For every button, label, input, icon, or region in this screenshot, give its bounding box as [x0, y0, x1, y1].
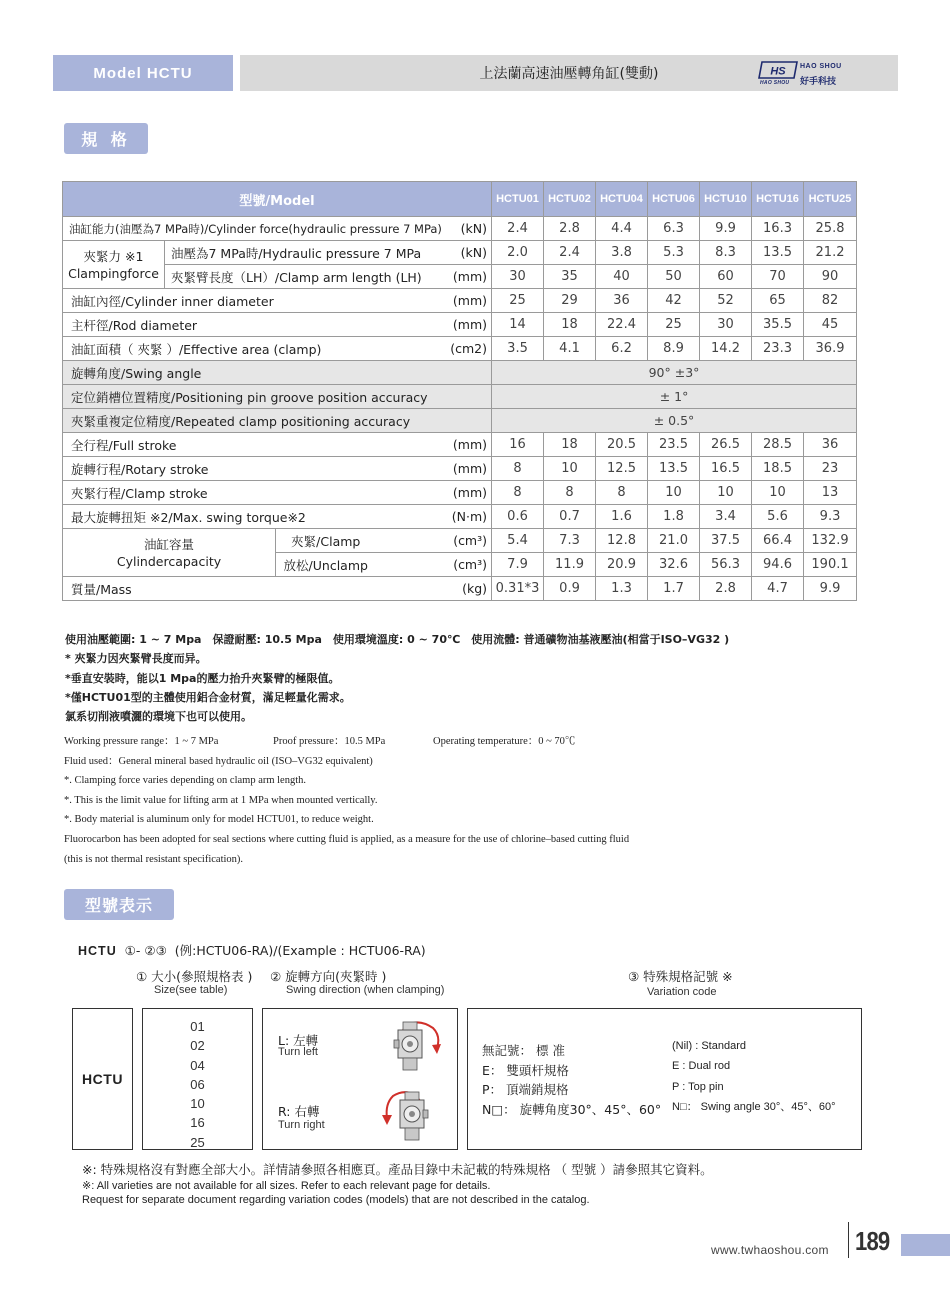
table-cell: 4.1 [544, 337, 596, 361]
note-line: * 夾緊力因夾緊臂長度而异。 [65, 652, 207, 666]
row-label: 放松/Unclamp [276, 553, 376, 577]
model-col: HCTU02 [544, 182, 596, 217]
brand-logo [758, 61, 868, 87]
size-heading-en: Size(see table) [154, 984, 228, 996]
row-label: 質量/Mass [63, 577, 376, 601]
table-cell: 9.3 [804, 505, 857, 529]
table-cell: 26.5 [700, 433, 752, 457]
code-example: (例:HCTU06-RA)/(Example : HCTU06-RA) [174, 943, 426, 958]
table-cell: 37.5 [700, 529, 752, 553]
page-divider [848, 1222, 849, 1258]
table-cell: 3.5 [492, 337, 544, 361]
row-label: 主杆徑/Rod diameter [63, 313, 376, 337]
row-label: 油壓為7 MPa時/Hydraulic pressure 7 MPa [165, 241, 376, 265]
row-unit: (mm) [376, 457, 492, 481]
variation-list-en [672, 1036, 836, 1117]
header-bar [240, 55, 898, 91]
size-item: 04 [190, 1057, 205, 1073]
table-cell: 1.3 [596, 577, 648, 601]
table-row [63, 217, 857, 241]
table-cell: 94.6 [752, 553, 804, 577]
table-cell: 2.8 [544, 217, 596, 241]
table-cell: 10 [700, 481, 752, 505]
table-cell: 11.9 [544, 553, 596, 577]
table-cell: 13.5 [648, 457, 700, 481]
row-unit: (cm2) [376, 337, 492, 361]
model-col: HCTU01 [492, 182, 544, 217]
table-cell: 3.8 [596, 241, 648, 265]
footnote-line: ※: All varieties are not available for all sizes. Refer to each relevant page for details. [82, 1180, 491, 1192]
direction-heading: ② 旋轉方向(夾緊時 ) [270, 969, 387, 984]
table-row [63, 385, 857, 409]
model-col: HCTU16 [752, 182, 804, 217]
table-cell: 45 [804, 313, 857, 337]
row-merged-value: 90° ±3° [492, 361, 857, 385]
note-line: Fluorocarbon has been adopted for seal sections where cutting fluid is applied, as a measure for the use of chlorine–based cutting fluid [64, 833, 630, 845]
table-cell: 28.5 [752, 433, 804, 457]
model-col: HCTU06 [648, 182, 700, 217]
table-cell: 20.9 [596, 553, 648, 577]
table-cell: 36 [596, 289, 648, 313]
variation-item: 無記號： 標 准 [482, 1043, 565, 1058]
table-cell: 9.9 [804, 577, 857, 601]
table-cell: 0.7 [544, 505, 596, 529]
table-cell: 30 [492, 265, 544, 289]
table-row [63, 337, 857, 361]
clamping-group-label: 夾緊力 ※1 Clampingforce [63, 241, 165, 289]
table-cell: 23.5 [648, 433, 700, 457]
variation-item: P： 頂端銷規格 [482, 1082, 569, 1097]
table-cell: 70 [752, 265, 804, 289]
page-tab [901, 1234, 950, 1256]
model-col: HCTU04 [596, 182, 648, 217]
table-cell: 0.31*3 [492, 577, 544, 601]
table-cell: 60 [700, 265, 752, 289]
row-unit: (kN) [376, 217, 492, 241]
table-cell: 23.3 [752, 337, 804, 361]
table-cell: 10 [544, 457, 596, 481]
size-heading: ① 大小(參照規格表 ) [136, 969, 253, 984]
row-label: 油缸內徑/Cylinder inner diameter [63, 289, 376, 313]
spec-table [62, 181, 857, 601]
row-label: 最大旋轉扭矩 ※2/Max. swing torque※2 [63, 505, 376, 529]
row-unit: (mm) [376, 481, 492, 505]
table-cell: 56.3 [700, 553, 752, 577]
table-cell: 13.5 [752, 241, 804, 265]
code-box-variation [467, 1008, 862, 1150]
table-cell: 8 [596, 481, 648, 505]
table-cell: 65 [752, 289, 804, 313]
size-item: 06 [190, 1076, 205, 1092]
row-merged-value: ± 1° [492, 385, 857, 409]
table-cell: 16.5 [700, 457, 752, 481]
table-cell: 3.4 [700, 505, 752, 529]
table-cell: 21.2 [804, 241, 857, 265]
table-cell: 1.7 [648, 577, 700, 601]
table-row [63, 577, 857, 601]
table-cell: 50 [648, 265, 700, 289]
size-item: 16 [190, 1115, 205, 1131]
size-list [143, 1017, 252, 1152]
table-cell: 23 [804, 457, 857, 481]
size-item: 25 [190, 1134, 205, 1150]
table-cell: 90 [804, 265, 857, 289]
table-cell: 6.2 [596, 337, 648, 361]
turn-left-label: L: 左轉 [278, 1033, 319, 1048]
table-cell: 7.9 [492, 553, 544, 577]
table-cell: 36 [804, 433, 857, 457]
code-box-hctu: HCTU [72, 1008, 133, 1150]
table-row [63, 289, 857, 313]
model-col: HCTU10 [700, 182, 752, 217]
row-label: 全行程/Full stroke [63, 433, 376, 457]
table-cell: 12.8 [596, 529, 648, 553]
hs-logo-icon [758, 61, 798, 79]
logo-zh: 好手科技 [800, 77, 837, 87]
table-row [63, 241, 857, 265]
code-prefix: HCTU [78, 944, 117, 958]
table-header-row [63, 182, 857, 217]
code-pattern-line [78, 941, 426, 959]
section-spec-badge: 規 格 [64, 123, 148, 154]
note-line [64, 732, 629, 752]
variation-heading: ③ 特殊規格記號 ※ [628, 969, 733, 984]
row-label: 夾緊臂長度（LH）/Clamp arm length (LH) [165, 265, 376, 289]
table-cell: 2.4 [492, 217, 544, 241]
note-line: Fluid used：General mineral based hydraulic oil (ISO–VG32 equivalent) [64, 755, 373, 767]
table-cell: 0.6 [492, 505, 544, 529]
notes-zh [65, 630, 729, 726]
variation-item: E : Dual rod [672, 1060, 731, 1073]
row-unit: (mm) [376, 265, 492, 289]
table-row [63, 409, 857, 433]
row-unit: (kg) [376, 577, 492, 601]
logo-mark: HS [770, 65, 786, 78]
table-cell: 25.8 [804, 217, 857, 241]
table-cell: 8 [492, 457, 544, 481]
note-line: *僅HCTU01型的主體使用鋁合金材質，滿足輕量化需求。 [65, 690, 351, 704]
operating-temp: Operating temperature：0 ~ 70℃ [433, 736, 576, 747]
table-cell: 5.4 [492, 529, 544, 553]
table-cell: 20.5 [596, 433, 648, 457]
row-merged-value: ± 0.5° [492, 409, 857, 433]
row-unit: (mm) [376, 289, 492, 313]
row-unit: (mm) [376, 313, 492, 337]
model-tag: Model HCTU [53, 55, 233, 91]
table-cell: 25 [648, 313, 700, 337]
table-cell: 18 [544, 313, 596, 337]
table-cell: 10 [752, 481, 804, 505]
turn-right-label: R: 右轉 [278, 1104, 320, 1119]
turn-right-label-en: Turn right [278, 1119, 325, 1131]
table-cell: 35.5 [752, 313, 804, 337]
note-line: 氯系切削液噴灑的環境下也可以使用。 [65, 710, 252, 724]
variation-item: N□： Swing angle 30°、45°、60° [672, 1100, 836, 1113]
table-row [63, 529, 857, 553]
section-code-badge: 型號表示 [64, 889, 174, 920]
page-number: 189 [855, 1226, 890, 1256]
direction-heading-en: Swing direction (when clamping) [286, 984, 445, 996]
variation-list-zh [482, 1041, 661, 1119]
code-pattern: ①- ②③ [124, 943, 167, 958]
variation-item: (Nil) : Standard [672, 1040, 746, 1052]
table-cell: 42 [648, 289, 700, 313]
table-cell: 0.9 [544, 577, 596, 601]
table-cell: 30 [700, 313, 752, 337]
logo-sub: HAO SHOU [760, 80, 790, 86]
website-url[interactable]: www.twhaoshou.com [711, 1243, 829, 1257]
table-cell: 10 [648, 481, 700, 505]
table-cell: 2.0 [492, 241, 544, 265]
row-unit: (N·m) [376, 505, 492, 529]
table-cell: 13 [804, 481, 857, 505]
notes-en [64, 732, 629, 869]
row-label: 油缸面積（ 夾緊 ）/Effective area (clamp) [63, 337, 376, 361]
variation-heading-en: Variation code [647, 986, 717, 998]
note-line: (this is not thermal resistant specification). [64, 853, 244, 865]
table-cell: 40 [596, 265, 648, 289]
table-cell: 1.6 [596, 505, 648, 529]
size-item: 02 [190, 1038, 205, 1054]
row-label: 夾緊重複定位精度/Repeated clamp positioning accuracy [63, 409, 492, 433]
table-cell: 36.9 [804, 337, 857, 361]
table-cell: 25 [492, 289, 544, 313]
table-cell: 82 [804, 289, 857, 313]
table-cell: 7.3 [544, 529, 596, 553]
turn-left-cylinder-icon [381, 1014, 441, 1076]
table-cell: 29 [544, 289, 596, 313]
row-label: 旋轉行程/Rotary stroke [63, 457, 376, 481]
table-row [63, 457, 857, 481]
table-row [63, 433, 857, 457]
turn-left-label-en: Turn left [278, 1046, 318, 1058]
table-cell: 18.5 [752, 457, 804, 481]
table-cell: 21.0 [648, 529, 700, 553]
table-cell: 5.6 [752, 505, 804, 529]
logo-en: HAO SHOU [800, 63, 842, 70]
table-cell: 132.9 [804, 529, 857, 553]
table-cell: 8 [492, 481, 544, 505]
table-cell: 5.3 [648, 241, 700, 265]
variation-item: P : Top pin [672, 1080, 724, 1093]
table-cell: 52 [700, 289, 752, 313]
table-row [63, 313, 857, 337]
size-item: 01 [190, 1019, 205, 1034]
table-row [63, 361, 857, 385]
row-label: 夾緊行程/Clamp stroke [63, 481, 376, 505]
row-unit: (cm³) [376, 529, 492, 553]
turn-right-cylinder-icon [381, 1082, 441, 1146]
table-row [63, 481, 857, 505]
table-cell: 14.2 [700, 337, 752, 361]
code-box-direction [262, 1008, 458, 1150]
table-cell: 66.4 [752, 529, 804, 553]
table-cell: 4.7 [752, 577, 804, 601]
working-pressure: Working pressure range：1 ~ 7 MPa [64, 736, 219, 747]
table-cell: 4.4 [596, 217, 648, 241]
table-cell: 2.8 [700, 577, 752, 601]
table-cell: 14 [492, 313, 544, 337]
row-unit: (kN) [376, 241, 492, 265]
code-box-size [142, 1008, 253, 1150]
table-cell: 190.1 [804, 553, 857, 577]
table-cell: 12.5 [596, 457, 648, 481]
capacity-group-label: 油缸容量 Cylindercapacity [63, 529, 276, 577]
footnote-line: Request for separate document regarding variation codes (models) that are not described in the catalog. [82, 1194, 590, 1206]
table-cell: 16.3 [752, 217, 804, 241]
page-title: 上法蘭高速油壓轉角缸(雙動) [479, 66, 659, 82]
table-cell: 18 [544, 433, 596, 457]
table-cell: 22.4 [596, 313, 648, 337]
footnote-zh: ※: 特殊規格沒有對應全部大小。詳情請參照各相應頁。產品目錄中未記載的特殊規格 （ 型號 ）請參照其它資料。 [82, 1162, 713, 1177]
size-item: 10 [190, 1096, 205, 1112]
table-cell: 8.9 [648, 337, 700, 361]
proof-pressure: Proof pressure：10.5 MPa [273, 736, 386, 747]
variation-item: E： 雙頭杆規格 [482, 1062, 569, 1078]
note-line: 使用油壓範圍: 1 ~ 7 Mpa 保證耐壓: 10.5 Mpa 使用環境溫度: 0 ~ 70℃ 使用流體: 普通礦物油基液壓油(相當于ISO–VG32 ) [65, 633, 730, 646]
model-header: 型號/Model [63, 182, 492, 217]
note-line: *垂直安裝時，能以1 Mpa的壓力抬升夾緊臂的極限值。 [65, 671, 340, 685]
row-unit: (cm³) [376, 553, 492, 577]
table-cell: 16 [492, 433, 544, 457]
table-row [63, 505, 857, 529]
table-cell: 32.6 [648, 553, 700, 577]
row-label: 旋轉角度/Swing angle [63, 361, 492, 385]
table-row [63, 265, 857, 289]
footnote-en [82, 1179, 590, 1207]
row-label: 夾緊/Clamp [276, 529, 376, 553]
table-cell: 8 [544, 481, 596, 505]
table-cell: 35 [544, 265, 596, 289]
table-cell: 9.9 [700, 217, 752, 241]
table-cell: 6.3 [648, 217, 700, 241]
row-label: 油缸能力(油壓為7 MPa時)/Cylinder force(hydraulic pressure 7 MPa) [63, 217, 376, 241]
table-cell: 8.3 [700, 241, 752, 265]
note-line: *. Clamping force varies depending on clamp arm length. [64, 775, 307, 787]
note-line: *. This is the limit value for lifting arm at 1 MPa when mounted vertically. [64, 794, 378, 806]
variation-item: N□： 旋轉角度30°、45°、60° [482, 1101, 662, 1117]
table-cell: 1.8 [648, 505, 700, 529]
row-label: 定位銷槽位置精度/Positioning pin groove position accuracy [63, 385, 492, 409]
table-cell: 2.4 [544, 241, 596, 265]
note-line: *. Body material is aluminum only for model HCTU01, to reduce weight. [64, 814, 374, 826]
row-unit: (mm) [376, 433, 492, 457]
model-col: HCTU25 [804, 182, 857, 217]
